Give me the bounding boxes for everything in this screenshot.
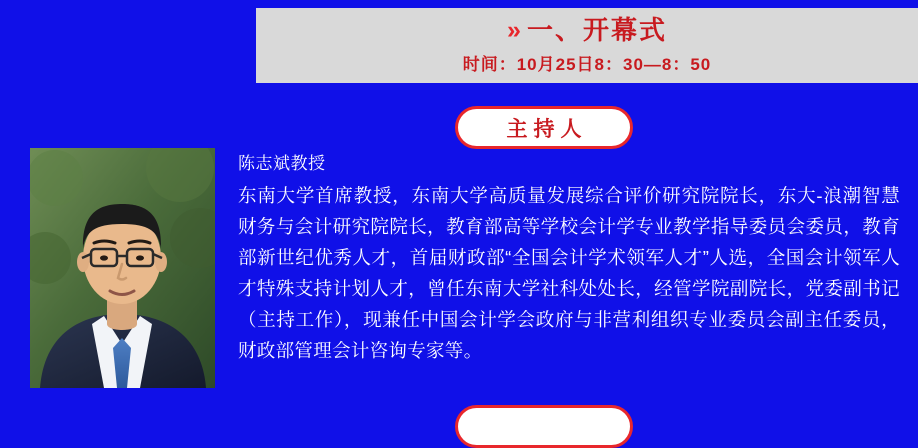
double-chevron-right-icon: » bbox=[507, 16, 517, 44]
speaker-bio-text: 东南大学首席教授，东南大学高质量发展综合评价研究院院长，东大-浪潮智慧财务与会计研究院院长，教育部高等学校会计学专业教学指导委员会委员，教育部新世纪优秀人才，首届财政部“全国会计学术领军人才”人选，全国会计领军人才特殊支持计划人才，曾任东南大学社科处处长，经管学院副院长，党委副书记（主持工作），现兼任中国会计学会政府与非营利组织专业委员会副主任委员，财政部管理会计咨询专家等。 bbox=[238, 185, 900, 361]
header-title-row bbox=[507, 14, 667, 45]
speaker-bio-block bbox=[238, 150, 900, 366]
host-role-badge bbox=[455, 106, 633, 149]
speaker-name: 陈志斌教授 bbox=[238, 154, 326, 173]
next-role-badge-partial bbox=[455, 405, 633, 448]
host-role-label: 主持人 bbox=[506, 117, 588, 141]
section-time-subtitle: 时间：10月25日8：30—8：50 bbox=[462, 54, 712, 74]
portrait-image bbox=[30, 148, 215, 388]
section-title: 一、开幕式 bbox=[526, 14, 667, 45]
speaker-portrait bbox=[30, 148, 215, 388]
section-header-banner bbox=[256, 8, 918, 83]
